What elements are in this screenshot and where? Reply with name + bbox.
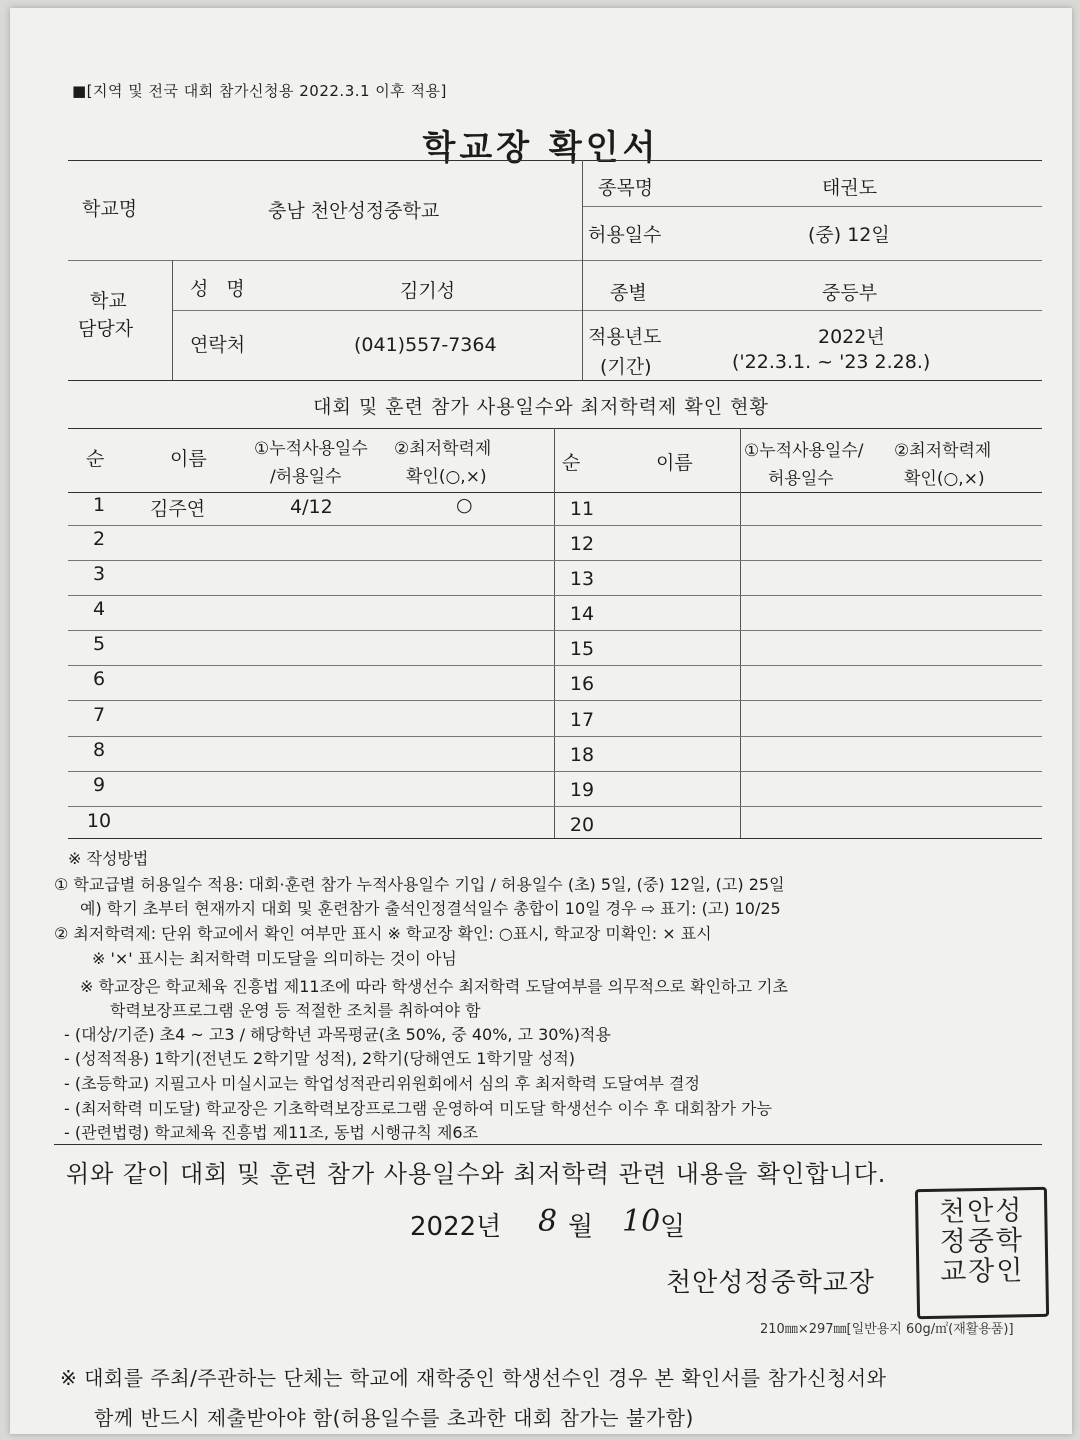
document-page [10, 8, 1072, 1434]
row-no: 8 [92, 739, 106, 761]
type-value: 중등부 [822, 282, 878, 304]
allowed-days-value: (중) 12일 [808, 224, 890, 246]
section-title: 대회 및 훈련 참가 사용일수와 최저학력제 확인 현황 [313, 396, 769, 418]
type-label: 종별 [610, 282, 647, 304]
row-rule [68, 700, 1042, 701]
instruction-line: - (대상/기준) 초4 ~ 고3 / 해당학년 과목평균(초 50%, 중 40%, 고 30%)적용 [64, 1025, 611, 1044]
page-title: 학교장 확인서 [422, 128, 660, 168]
school-value: 충남 천안성정중학교 [268, 200, 440, 222]
col-header-no: 순 [86, 448, 105, 470]
table-bottom-rule [68, 838, 1042, 839]
allowed-days-label: 허용일수 [588, 224, 662, 246]
col-header-no-right: 순 [562, 452, 581, 474]
date-day-handwritten: 10 [622, 1204, 661, 1239]
row-rule [68, 806, 1042, 807]
col-header-check: ②최저학력제 [394, 439, 492, 459]
col-header-days: /허용일수 [270, 467, 342, 487]
date-month-handwritten: 8 [538, 1204, 558, 1239]
row-no: 5 [92, 633, 106, 655]
instruction-line: - (최저학력 미도달) 학교장은 기초학력보장프로그램 운영하여 미도달 학생선수 이수 후 대회참가 가능 [64, 1099, 772, 1118]
info-divider [172, 260, 173, 380]
instruction-line: - (성적적용) 1학기(전년도 2학기말 성적), 2학기(당해연도 1학기말 성적) [64, 1049, 576, 1068]
paper-size-note: 210㎜×297㎜[일반용지 60g/㎡(재활용품)] [760, 1322, 1014, 1337]
row-no-right: 16 [569, 673, 595, 695]
year-label: 적용년도 [588, 326, 662, 348]
row-name: 김주연 [150, 498, 206, 520]
col-header-days: ①누적사용일수 [254, 439, 368, 459]
table-header-rule [68, 492, 1042, 493]
row-rule [68, 736, 1042, 737]
row-rule [68, 665, 1042, 666]
row-rule [68, 560, 1042, 561]
contact-label: 연락처 [190, 334, 246, 356]
row-no-right: 17 [569, 709, 595, 731]
instruction-line: - (초등학교) 지필고사 미실시교는 학업성적관리위원회에서 심의 후 최저학력 도달여부 결정 [64, 1074, 700, 1093]
col-header-check-right: ②최저학력제 [894, 441, 992, 461]
school-label: 학교명 [82, 198, 138, 220]
year-label: (기간) [600, 356, 652, 378]
row-rule [68, 630, 1042, 631]
row-no: 9 [92, 774, 106, 796]
instruction-line: 예) 학기 초부터 현재까지 대회 및 훈련참가 출석인정결석일수 총합이 10일 경우 ⇨ 표기: (고) 10/25 [80, 899, 781, 918]
date-day-label: 일 [660, 1212, 686, 1242]
seal-text: 천안성정중학교장인 [938, 1195, 1025, 1288]
date-month-label: 월 [568, 1212, 594, 1242]
row-no-right: 20 [569, 814, 595, 836]
row-no: 3 [92, 563, 106, 585]
manager-label: 담당자 [78, 318, 134, 340]
row-no-right: 13 [569, 568, 595, 590]
row-no: 10 [86, 810, 112, 832]
row-rule [68, 595, 1042, 596]
table-divider [554, 428, 555, 838]
row-check: ○ [456, 494, 473, 516]
row-no-right: 12 [569, 533, 595, 555]
instruction-line: ※ 학교장은 학교체육 진흥법 제11조에 따라 학생선수 최저학력 도달여부를 의무적으로 확인하고 기초 [80, 977, 788, 996]
instruction-line: ① 학교급별 허용일수 적용: 대회·훈련 참가 누적사용일수 기입 / 허용일수 (초) 5일, (중) 12일, (고) 25일 [54, 875, 785, 894]
row-days: 4/12 [290, 496, 333, 518]
info-rule [582, 206, 1042, 207]
row-no-right: 19 [569, 779, 595, 801]
table-top-rule [68, 428, 1042, 429]
date-year: 2022년 [410, 1212, 502, 1242]
row-no-right: 18 [569, 744, 595, 766]
info-top-rule [68, 160, 1042, 161]
official-seal [915, 1187, 1049, 1319]
instruction-line: 학력보장프로그램 운영 등 적절한 조치를 취하여야 함 [110, 1001, 481, 1020]
name-label: 성 명 [190, 278, 251, 300]
principal-name: 천안성정중학교장 [666, 1268, 875, 1298]
col-header-check-right: 확인(○,×) [904, 469, 985, 489]
row-no: 7 [92, 704, 106, 726]
instruction-line: ※ '×' 표시는 최저학력 미도달을 의미하는 것이 아님 [92, 949, 457, 968]
confirmation-text: 위와 같이 대회 및 훈련 참가 사용일수와 최저학력 관련 내용을 확인합니다. [66, 1160, 887, 1188]
name-value: 김기성 [400, 280, 456, 302]
row-no: 6 [92, 668, 106, 690]
info-rule [68, 260, 1042, 261]
row-no-right: 15 [569, 638, 595, 660]
col-header-name-right: 이름 [656, 452, 693, 474]
instruction-line: ② 최저학력제: 단위 학교에서 확인 여부만 표시 ※ 학교장 확인: ○표시, 학교장 미확인: × 표시 [54, 924, 712, 943]
row-no: 2 [92, 528, 106, 550]
header-note: ■[지역 및 전국 대회 참가신청용 2022.3.1 이후 적용] [72, 82, 447, 100]
col-header-name: 이름 [170, 448, 207, 470]
row-rule [68, 771, 1042, 772]
info-rule [172, 310, 1042, 311]
row-no: 1 [92, 494, 106, 516]
row-no-right: 11 [569, 498, 595, 520]
table-divider [740, 428, 741, 838]
row-no-right: 14 [569, 603, 595, 625]
col-header-days-right: 허용일수 [768, 469, 834, 489]
bottom-note: 함께 반드시 제출받아야 함(허용일수를 초과한 대회 참가는 불가함) [94, 1406, 694, 1430]
instruction-line: - (관련법령) 학교체육 진흥법 제11조, 동법 시행규칙 제6조 [64, 1123, 479, 1142]
row-no: 4 [92, 598, 106, 620]
event-value: 태권도 [822, 177, 878, 199]
notes-bottom-rule [54, 1144, 1042, 1145]
row-rule [68, 525, 1042, 526]
info-divider [582, 160, 583, 380]
bottom-note: ※ 대회를 주최/주관하는 단체는 학교에 재학중인 학생선수인 경우 본 확인서를 참가신청서와 [60, 1366, 887, 1390]
year-value: 2022년 [818, 326, 885, 348]
col-header-check: 확인(○,×) [406, 467, 487, 487]
event-label: 종목명 [598, 177, 654, 199]
period-value: ('22.3.1. ~ '23 2.28.) [732, 351, 931, 373]
manager-label: 학교 [90, 290, 127, 312]
contact-value: (041)557-7364 [354, 334, 497, 356]
col-header-days-right: ①누적사용일수/ [744, 441, 864, 461]
info-bottom-rule [68, 380, 1042, 381]
instructions-heading: ※ 작성방법 [68, 849, 149, 868]
